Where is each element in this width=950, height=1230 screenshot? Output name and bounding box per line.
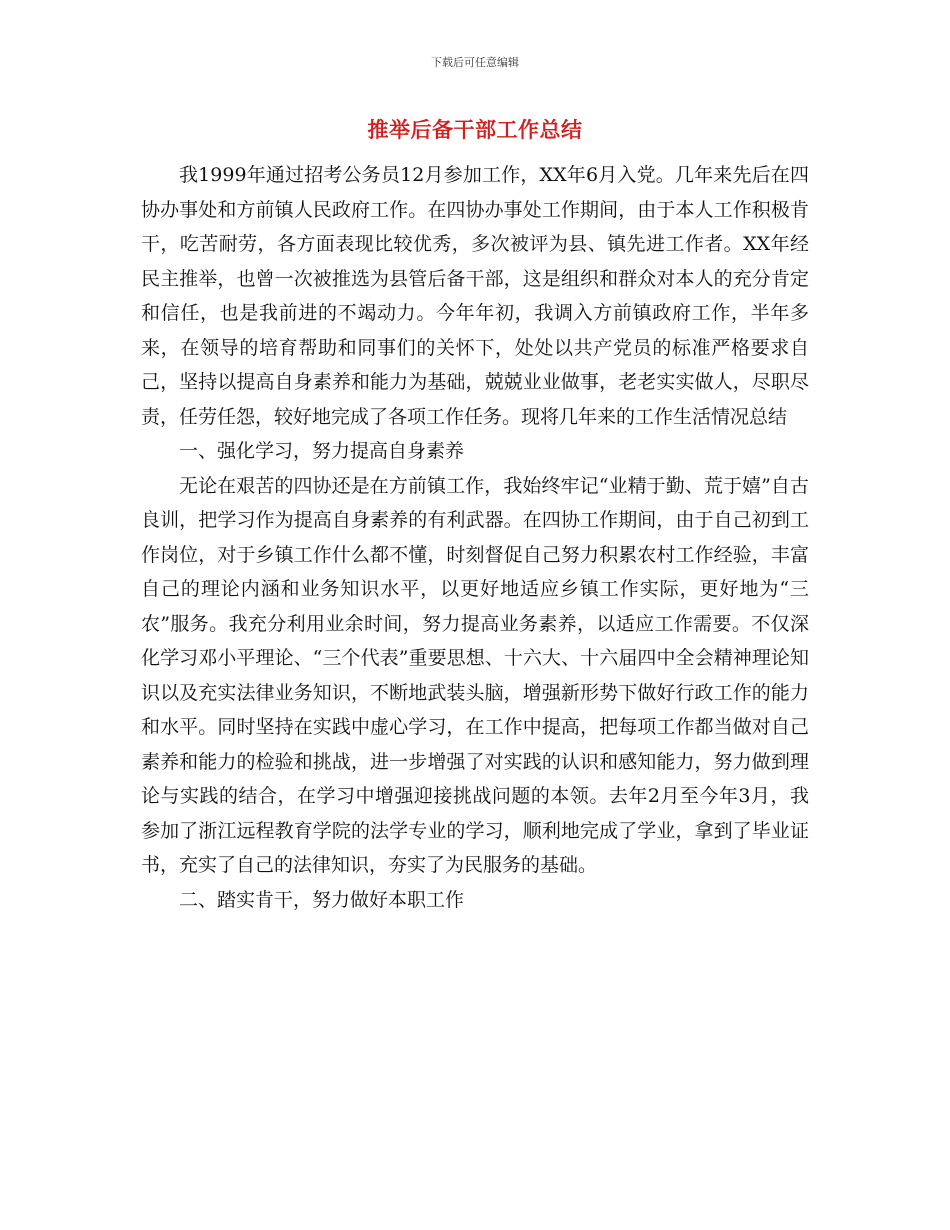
- section-heading-1: 一、强化学习，努力提高自身素养: [179, 440, 465, 462]
- paragraph-intro: 我1999年通过招考公务员12月参加工作，XX年6月入党。几年来先后在四协办事处和方前镇人民政府工作。在四协办事处工作期间，由于本人工作积极肯干，吃苦耐劳，各方面表现比较优秀，多次被评为县、镇先进工作者。XX年经民主推举，也曾一次被推选为县管后备干部，这是组织和群众对本人的充分肯定和信任，也是我前进的不竭动力。今年年初，我调入方前镇政府工作，半年多来，在领导的培育帮助和同事们的关怀下，处处以共产党员的标准严格要求自己，坚持以提高自身素养和能力为基础，兢兢业业做事，老老实实做人，尽职尽责，任劳任怨，较好地完成了各项工作任务。现将几年来的工作生活情况总结: [141, 164, 809, 428]
- section-heading-2: 二、踏实肯干，努力做好本职工作: [179, 888, 465, 911]
- document-title: 推举后备干部工作总结: [367, 118, 583, 142]
- document-body: [141, 158, 809, 917]
- paragraph-study: 无论在艰苦的四协还是在方前镇工作，我始终牢记“业精于勤、荒于嬉”自古良训，把学习作为提高自身素养的有利武器。在四协工作期间，由于自己初到工作岗位，对于乡镇工作什么都不懂，时刻督促自己努力积累农村工作经验，丰富自己的理论内涵和业务知识水平，以更好地适应乡镇工作实际，更好地为“三农”服务。我充分利用业余时间，努力提高业务素养，以适应工作需要。不仅深化学习邓小平理论、“三个代表”重要思想、十六大、十六届四中全会精神理论知识以及充实法律业务知识，不断地武装头脑，增强新形势下做好行政工作的能力和水平。同时坚持在实践中虚心学习，在工作中提高，把每项工作都当做对自己素养和能力的检验和挑战，进一步增强了对实践的认识和感知能力，努力做到理论与实践的结合，在学习中增强迎接挑战问题的本领。去年2月至今年3月，我参加了浙江远程教育学院的法学专业的学习，顺利地完成了学业，拿到了毕业证书，充实了自己的法律知识，夯实了为民服务的基础。: [141, 474, 809, 876]
- page-header-note: 下载后可任意编辑: [431, 56, 519, 69]
